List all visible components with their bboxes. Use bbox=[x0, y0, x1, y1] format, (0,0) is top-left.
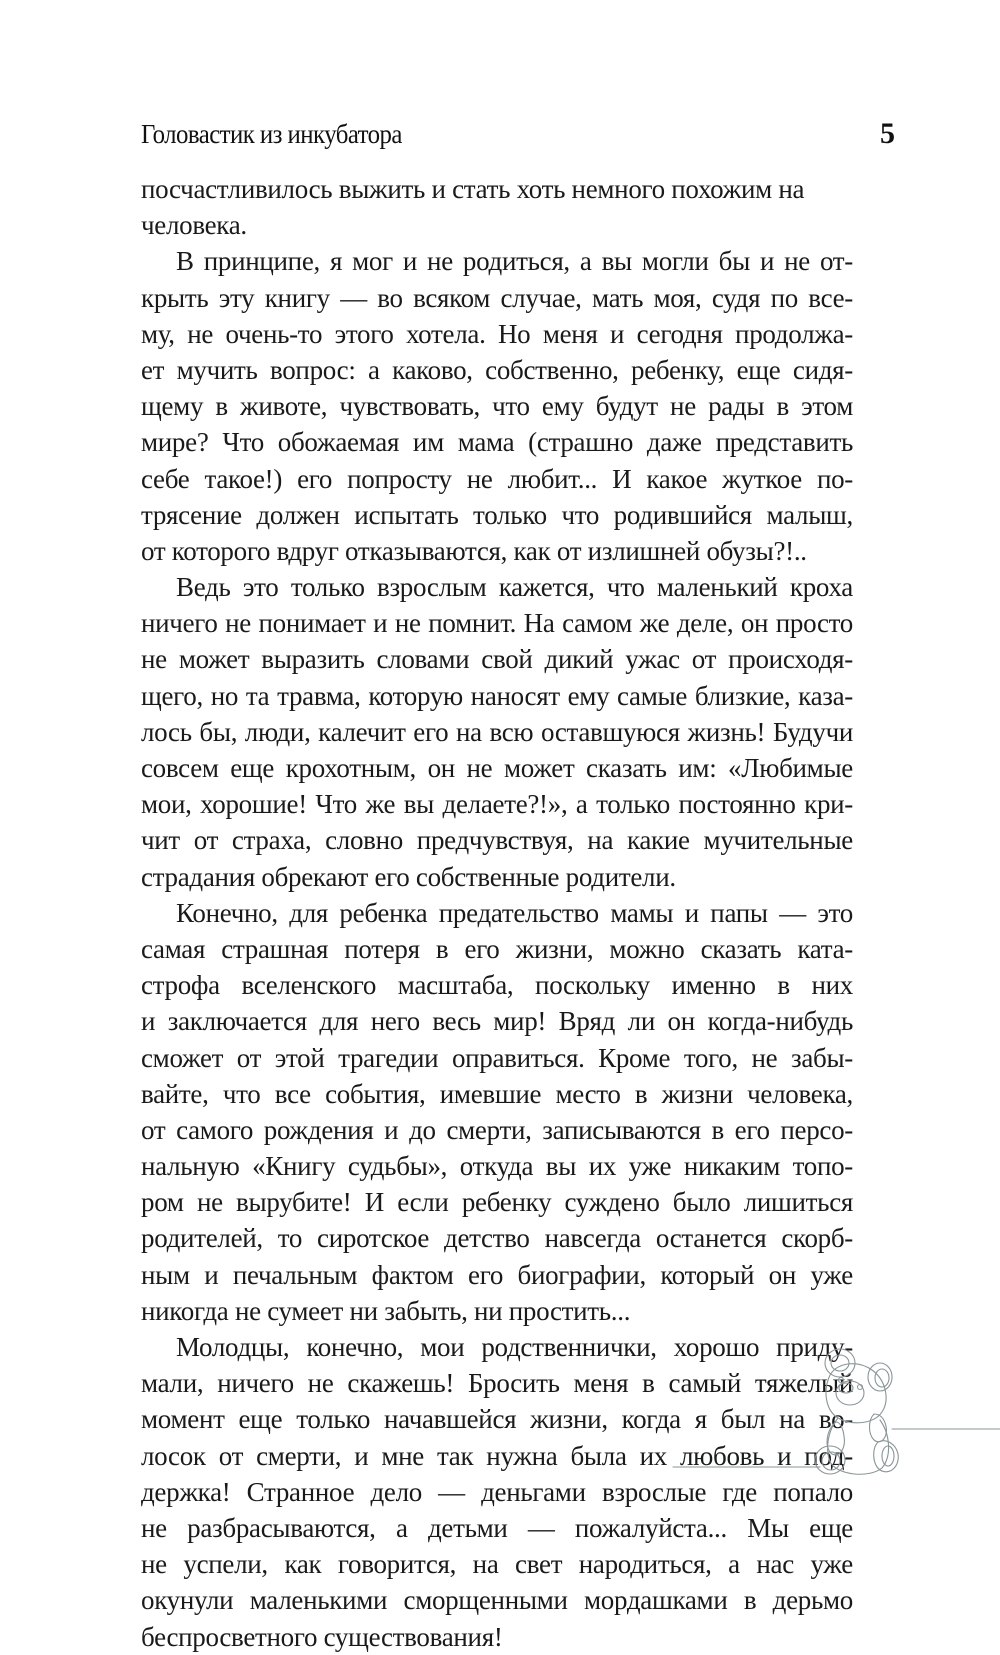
text-line: лосок от смерти, и мне так нужна была их любовь и под- bbox=[141, 1440, 853, 1471]
text-line: щего, но та травма, которую наносят ему самые близкие, каза- bbox=[141, 680, 853, 711]
text-line: ет мучить вопрос: а каково, собственно, ребенку, еще сидя- bbox=[141, 354, 853, 385]
text-line: окунули маленькими сморщенными мордашками в дерьмо bbox=[141, 1585, 853, 1616]
text-line: себе такое!) его попросту не любит... И какое жуткое по- bbox=[141, 463, 853, 494]
text-line: беспросветного существования! bbox=[141, 1621, 503, 1652]
text-line: совсем еще крохотным, он не может сказать им: «Любимые bbox=[141, 753, 853, 783]
text-line: му, не очень-то этого хотела. Но меня и сегодня продолжа- bbox=[141, 318, 853, 349]
text-line: родителей, то сиротское детство навсегда останется скорб- bbox=[141, 1223, 853, 1254]
text-line: от самого рождения и до смерти, записываются в его персо- bbox=[141, 1114, 853, 1145]
text-line: нальную «Книгу судьбы», откуда вы их уже никаким топо- bbox=[141, 1151, 853, 1182]
bear-arm-left bbox=[827, 1422, 844, 1455]
text-line: от которого вдруг отказываются, как от излишней обузы?!.. bbox=[141, 535, 807, 566]
text-line: строфа вселенского масштаба, поскольку именно в них bbox=[141, 970, 853, 1001]
text-line: В принципе, я мог и не родиться, а вы могли бы и не от- bbox=[176, 246, 853, 277]
text-line: самая страшная потеря в его жизни, можно сказать ката- bbox=[141, 933, 853, 964]
text-line: Ведь это только взрослым кажется, что маленький кроха bbox=[176, 572, 853, 603]
text-line: мали, ничего не скажешь! Бросить меня в самый тяжелый bbox=[141, 1368, 853, 1399]
text-line: держка! Странное дело — деньгами взрослые где попало bbox=[141, 1476, 853, 1507]
running-head bbox=[141, 114, 895, 154]
text-line: трясение должен испытать только что родившийся малыш, bbox=[141, 499, 853, 530]
text-line: не может выразить словами свой дикий ужас от происходя- bbox=[141, 644, 853, 675]
text-line: страдания обрекают его собственные родители. bbox=[141, 861, 676, 892]
text-line: никогда не сумеет ни забыть, ни простить... bbox=[141, 1295, 631, 1326]
bear-arm-right bbox=[870, 1414, 887, 1442]
text-line: Молодцы, конечно, мои родственнички, хорошо приду- bbox=[176, 1332, 853, 1362]
text-line: чит от страха, словно предчувствуя, на какие мучительные bbox=[141, 825, 853, 856]
text-line: человека. bbox=[141, 210, 247, 241]
text-line: посчастливилось выжить и стать хоть немного похожим на bbox=[141, 174, 805, 204]
running-title: Головастик из инкубатора bbox=[141, 119, 402, 149]
text-line: мире? Что обожаемая им мама (страшно даже представить bbox=[141, 427, 853, 458]
text-line: вайте, что все события, имевшие место в жизни человека, bbox=[141, 1078, 853, 1109]
text-line: ром не вырубите! И если ребенку суждено было лишиться bbox=[141, 1187, 853, 1218]
text-line: сможет от этой трагедии оправиться. Кроме того, не забы- bbox=[141, 1042, 853, 1073]
bear-leg-right bbox=[874, 1441, 899, 1472]
teddy-bear-icon bbox=[660, 1330, 1000, 1490]
text-line: Конечно, для ребенка предательство мамы и папы — это bbox=[176, 897, 853, 928]
text-line: не разбрасываются, а детьми — пожалуйста... Мы еще bbox=[141, 1512, 853, 1543]
bear-ear-left bbox=[825, 1349, 855, 1377]
text-line: ным и печальным фактом его биографии, который он уже bbox=[141, 1259, 853, 1290]
text-line: крыть эту книгу — во всяком случае, мать моя, судя по все- bbox=[141, 282, 853, 313]
text-line: лось бы, люди, калечит его на всю оставшуюся жизнь! Будучи bbox=[141, 716, 853, 747]
text-line: ничего не понимает и не помнит. На самом же деле, он просто bbox=[141, 608, 853, 639]
page-number: 5 bbox=[880, 117, 895, 150]
text-line: не успели, как говорится, на свет народиться, а нас уже bbox=[141, 1549, 853, 1580]
text-line: мои, хорошие! Что же вы делаете?!», а только постоянно кри- bbox=[141, 789, 853, 820]
text-line: момент еще только начавшейся жизни, когда я был на во- bbox=[141, 1404, 853, 1435]
text-line: и заключается для него весь мир! Вряд ли он когда-нибудь bbox=[141, 1006, 853, 1037]
text-line: щему в животе, чувствовать, что ему будут не рады в этом bbox=[141, 391, 853, 422]
bear-body bbox=[828, 1418, 889, 1474]
